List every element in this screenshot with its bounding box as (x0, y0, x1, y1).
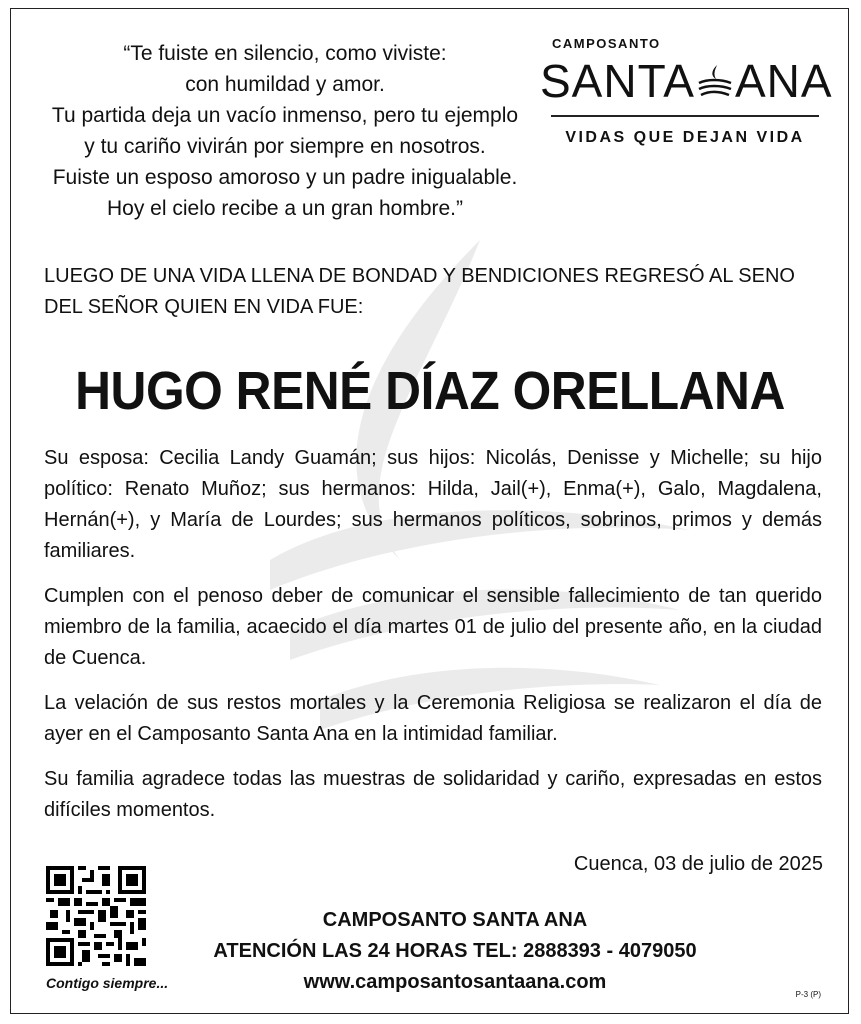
publication-code: P-3 (P) (795, 990, 821, 999)
logo-left-text: SANTA (540, 55, 695, 107)
footer-company: CAMPOSANTO SANTA ANA (322, 909, 588, 931)
logo-wordmark (540, 55, 833, 107)
quote-line: y tu cariño vivirán por siempre en nosotros. (84, 135, 486, 158)
notice-date: Cuenca, 03 de julio de 2025 (573, 853, 823, 875)
family-paragraph: Su esposa: Cecilia Landy Guamán; sus hijos: Nicolás, Denisse y Michelle; su hijo político: Renato Muñoz; sus hermanos: Hilda, Jail(+), Enma(+), Galo, Magdalena, Hernán(+), y María de Lourdes; sus hermanos políticos, sobrinos, primos y demás familiares. (44, 447, 822, 562)
intro-text: LUEGO DE UNA VIDA LLENA DE BONDAD Y BENDICIONES REGRESÓ AL SENO DEL SEÑOR QUIEN EN VIDA FUE: (44, 265, 795, 318)
logo-right-text: ANA (734, 55, 833, 107)
memorial-quote (40, 38, 530, 224)
ceremony-paragraph: La velación de sus restos mortales y la Ceremonia Religiosa se realizaron el día de ayer en el Camposanto Santa Ana en la intimidad familiar. (44, 692, 822, 745)
qr-caption: Contigo siempre... (46, 975, 169, 991)
footer-phone: ATENCIÓN LAS 24 HORAS TEL: 2888393 - 4079050 (213, 940, 697, 962)
qr-code-icon[interactable] (46, 866, 146, 966)
deceased-name: HUGO RENÉ DÍAZ ORELLANA (75, 361, 785, 421)
thanks-paragraph: Su familia agradece todas las muestras de solidaridad y cariño, expresadas en estos difíciles momentos. (44, 768, 822, 821)
quote-line: Tu partida deja un vacío inmenso, pero tu ejemplo (51, 104, 519, 127)
logo-top-text: CAMPOSANTO (552, 36, 661, 51)
announcement-paragraph: Cumplen con el penoso deber de comunicar el sensible fallecimiento de tan querido miembro de la familia, acaecido el día martes 01 de julio del presente año, en la ciudad de Cuenca. (44, 585, 822, 669)
quote-line: “Te fuiste en silencio, como viviste: (123, 42, 447, 65)
quote-line: con humildad y amor. (185, 73, 385, 96)
logo-tagline: VIDAS QUE DEJAN VIDA (565, 129, 805, 146)
notice-body (44, 443, 822, 840)
logo-divider (551, 115, 819, 117)
footer-contact (160, 905, 750, 998)
camposanto-logo (540, 36, 833, 147)
flame-waves-icon (695, 63, 735, 99)
footer-website-link[interactable]: www.camposantosantaana.com (303, 971, 607, 993)
quote-line: Fuiste un esposo amoroso y un padre inigualable. (52, 166, 518, 189)
quote-line: Hoy el cielo recibe a un gran hombre.” (106, 197, 463, 220)
